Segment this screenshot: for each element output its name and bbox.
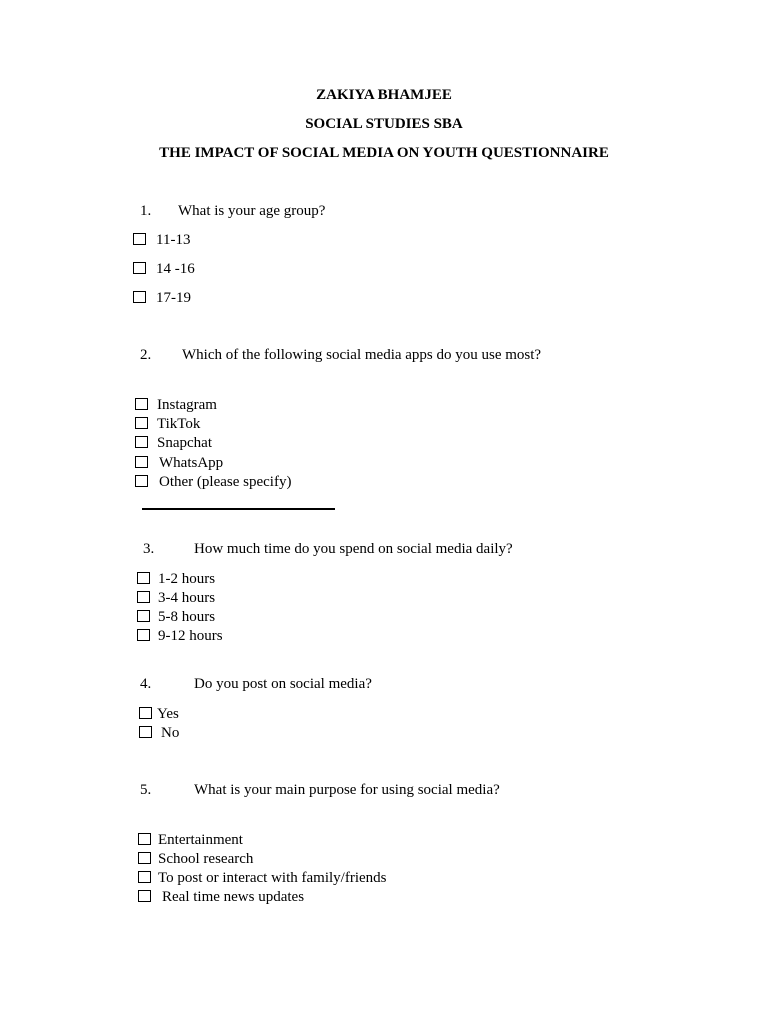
checkbox[interactable]	[137, 629, 150, 641]
option-label: Entertainment	[158, 832, 243, 848]
checkbox[interactable]	[137, 572, 150, 584]
question-text: How much time do you spend on social media daily?	[194, 541, 513, 557]
author-name: ZAKIYA BHAMJEE	[316, 87, 452, 103]
option-label: 5-8 hours	[158, 609, 216, 625]
option-whatsapp[interactable]	[135, 454, 223, 473]
checkbox[interactable]	[138, 852, 151, 864]
option-snapchat[interactable]	[135, 434, 212, 453]
checkbox[interactable]	[135, 398, 148, 410]
option-label: TikTok	[157, 416, 201, 432]
option-label: 17-19	[156, 290, 191, 306]
option-label: Instagram	[157, 397, 217, 413]
option-11-13[interactable]	[133, 231, 190, 250]
option-label: 14 -16	[156, 261, 195, 277]
option-label: Snapchat	[157, 435, 212, 451]
checkbox[interactable]	[135, 436, 148, 448]
specify-answer-line[interactable]	[142, 508, 335, 510]
option-3-4-hours[interactable]	[137, 589, 215, 608]
checkbox[interactable]	[137, 610, 150, 622]
option-yes[interactable]	[139, 705, 179, 724]
option-news-updates[interactable]	[138, 888, 304, 907]
option-label: WhatsApp	[159, 455, 224, 471]
option-instagram[interactable]	[135, 396, 217, 415]
question-number: 4.	[140, 676, 152, 692]
option-label: Yes	[157, 706, 179, 722]
option-label: No	[161, 725, 180, 741]
option-5-8-hours[interactable]	[137, 608, 215, 627]
question-text: What is your age group?	[178, 203, 326, 219]
checkbox[interactable]	[135, 417, 148, 429]
option-9-12-hours[interactable]	[137, 627, 223, 646]
checkbox[interactable]	[133, 233, 146, 245]
subject-heading: SOCIAL STUDIES SBA	[305, 116, 463, 132]
option-label: Other (please specify)	[159, 474, 292, 490]
question-number: 3.	[143, 541, 155, 557]
option-1-2-hours[interactable]	[137, 570, 215, 589]
option-no[interactable]	[139, 724, 179, 743]
question-text: Which of the following social media apps do you use most?	[182, 347, 542, 363]
document-title: THE IMPACT OF SOCIAL MEDIA ON YOUTH QUESTIONNAIRE	[159, 145, 609, 161]
option-label: To post or interact with family/friends	[158, 870, 387, 886]
checkbox[interactable]	[139, 707, 152, 719]
question-text: What is your main purpose for using social media?	[194, 782, 500, 798]
checkbox[interactable]	[138, 890, 151, 902]
option-label: 11-13	[156, 232, 191, 248]
option-label: 9-12 hours	[158, 628, 223, 644]
option-entertainment[interactable]	[138, 831, 243, 850]
option-school-research[interactable]	[138, 850, 253, 869]
question-number: 1.	[140, 203, 152, 219]
checkbox[interactable]	[139, 726, 152, 738]
checkbox[interactable]	[137, 591, 150, 603]
checkbox[interactable]	[135, 456, 148, 468]
question-number: 2.	[140, 347, 152, 363]
checkbox[interactable]	[133, 291, 146, 303]
checkbox[interactable]	[138, 833, 151, 845]
option-label: Real time news updates	[162, 889, 305, 905]
option-tiktok[interactable]	[135, 415, 200, 434]
option-14-16[interactable]	[133, 260, 195, 279]
option-family-friends[interactable]	[138, 869, 386, 888]
option-label: School research	[158, 851, 254, 867]
checkbox[interactable]	[138, 871, 151, 883]
option-label: 3-4 hours	[158, 590, 216, 606]
checkbox[interactable]	[133, 262, 146, 274]
checkbox[interactable]	[135, 475, 148, 487]
option-other[interactable]	[135, 473, 291, 492]
question-text: Do you post on social media?	[194, 676, 372, 692]
option-17-19[interactable]	[133, 289, 191, 308]
question-number: 5.	[140, 782, 152, 798]
option-label: 1-2 hours	[158, 571, 216, 587]
